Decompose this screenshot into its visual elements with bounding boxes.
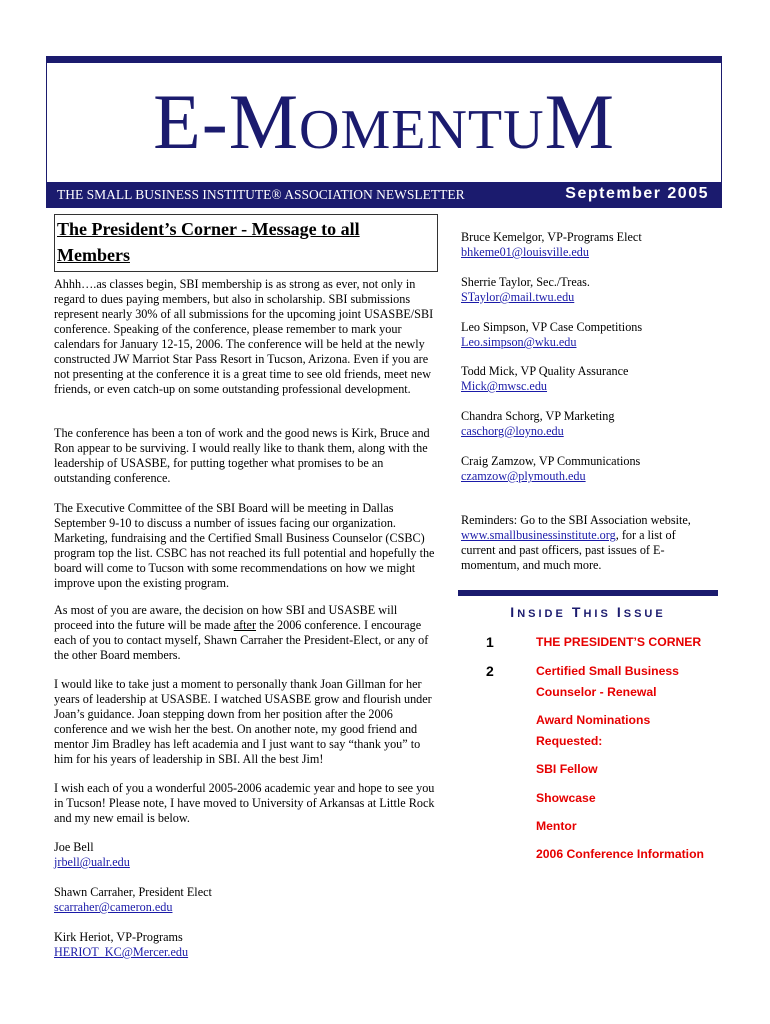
article-paragraph-6: I wish each of you a wonderful 2005-2006 academic year and hope to see you in Tucson! Please note, I have moved to University of Arkansas at Little Rock and my new email is below.	[54, 781, 435, 825]
page-number: 1	[486, 634, 494, 650]
toc-item[interactable]: Certified Small Business Counselor - Renewal	[536, 664, 679, 699]
reminder-text: Reminders: Go to the SBI Association website, www.smallbusinessinstitute.org, for a list of current and past officers, past issues of E-momentum, and much more.	[461, 513, 691, 572]
officer-email-link[interactable]: caschorg@loyno.edu	[461, 424, 564, 438]
officer-entry: Todd Mick, VP Quality Assurance Mick@mwsc.edu	[461, 364, 629, 393]
toc-item[interactable]: SBI Fellow	[536, 762, 598, 776]
toc-item[interactable]: Showcase	[536, 791, 596, 805]
officer-entry: Bruce Kemelgor, VP-Programs Elect bhkeme01@louisville.edu	[461, 230, 642, 259]
toc-item[interactable]: Mentor	[536, 819, 577, 833]
officer-entry: Craig Zamzow, VP Communications czamzow@plymouth.edu	[461, 454, 641, 483]
signature-block: Shawn Carraher, President Elect scarraher@cameron.edu	[54, 885, 212, 914]
officer-email-link[interactable]: Leo.simpson@wku.edu	[461, 335, 577, 349]
article-paragraph-2: The conference has been a ton of work and the good news is Kirk, Bruce and Ron appear to be surviving. I would really like to thank them, along with the leadership of USASBE, for putting together what promises to be an outstanding conference.	[54, 426, 430, 485]
officer-email-link[interactable]: bhkeme01@louisville.edu	[461, 245, 589, 259]
page-number: 2	[486, 663, 494, 679]
article-paragraph-4: As most of you are aware, the decision on how SBI and USASBE will proceed into the future will be made after the 2006 conference. I encourage each of you to contact myself, Shawn Carraher the President-Elect, or any of the other Board members.	[54, 603, 429, 662]
article-heading: The President’s Corner - Message to all Members	[54, 214, 438, 272]
toc-item[interactable]: Award Nominations Requested:	[536, 713, 651, 748]
officer-email-link[interactable]: Mick@mwsc.edu	[461, 379, 548, 393]
presidents-corner-article	[54, 214, 438, 959]
article-paragraph-5: I would like to take just a moment to personally thank Joan Gillman for her years of leadership at USASBE. I watched USASBE grow and flourish under Joan’s guidance. Joan stepping down from her position after the 2006 conference and we wish her the best. On another note, my good friend and mentor Jim Bradley has left academia and I just want to say “thank you” to him for his years of leadership in SBI. All the best Jim!	[54, 677, 432, 766]
signature-block: Joe Bell jrbell@ualr.edu	[54, 840, 130, 869]
officer-email-link[interactable]: czamzow@plymouth.edu	[461, 469, 586, 483]
officer-entry: Sherrie Taylor, Sec./Treas. STaylor@mail.twu.edu	[461, 275, 590, 304]
masthead-band	[47, 182, 721, 207]
toc-item[interactable]: 2006 Conference Information	[536, 847, 704, 861]
toc-item[interactable]: THE PRESIDENT’S CORNER	[536, 635, 702, 649]
masthead	[46, 56, 722, 208]
officer-email-link[interactable]: STaylor@mail.twu.edu	[461, 290, 575, 304]
article-paragraph-3: The Executive Committee of the SBI Board will be meeting in Dallas September 9-10 to discuss a number of issues facing our organization. Marketing, fundraising and the Certified Small Business Counselor (CSBC) program top the list. CSBC has not reached its full potential and hopefully the board will come to Tucson with some recommendations on how we might improve upon the existing program.	[54, 501, 435, 590]
signature-block: Kirk Heriot, VP-Programs HERIOT_KC@Mercer.edu	[54, 930, 189, 959]
officer-entry: Chandra Schorg, VP Marketing caschorg@loyno.edu	[461, 409, 615, 438]
officer-entry: Leo Simpson, VP Case Competitions Leo.simpson@wku.edu	[461, 320, 643, 349]
masthead-top-rule	[47, 57, 721, 63]
signature-email-link[interactable]: jrbell@ualr.edu	[54, 855, 130, 869]
issue-date: September 2005	[565, 185, 709, 202]
website-link[interactable]: www.smallbusinessinstitute.org	[461, 528, 616, 542]
signature-email-link[interactable]: scarraher@cameron.edu	[54, 900, 173, 914]
signature-email-link[interactable]: HERIOT_KC@Mercer.edu	[54, 945, 189, 959]
newsletter-title: E-MOMENTUM	[153, 78, 615, 165]
inside-heading: INSIDE THIS ISSUE	[510, 604, 666, 620]
inside-top-rule	[458, 590, 718, 596]
article-paragraph-1: Ahhh….as classes begin, SBI membership is as strong as ever, not only in regard to dues paying members, but also in scholarship. SBI submissions represent nearly 30% of all submissions for the upcoming joint USASBE/SBI conference. Speaking of the conference, please remember to mark your calendars for January 12-15, 2006. The conference will be held at the newly constructed JW Marriot Star Pass Resort in Tucson, Arizona. Even if you are not presenting at the conference it is a great time to see old friends, meet new friends, or even catch-up on some outstanding professional development.	[54, 277, 434, 396]
newsletter-subtitle: THE SMALL BUSINESS INSTITUTE® ASSOCIATION NEWSLETTER	[57, 187, 465, 202]
inside-this-issue	[458, 590, 718, 861]
